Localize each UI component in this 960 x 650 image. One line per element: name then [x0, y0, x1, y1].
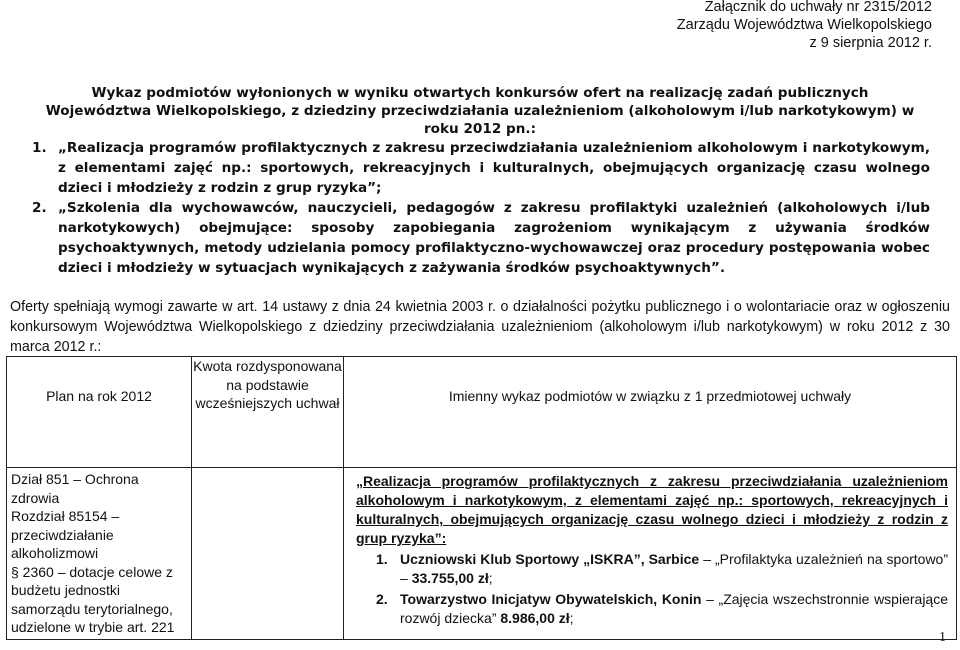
plan-rozdzial: Rozdział 85154 – przeciwdziałanie alkoholizmowi [11, 508, 120, 561]
attachment-line-1: Załącznik do uchwały nr 2315/2012 [704, 0, 932, 15]
plan-cell [7, 468, 192, 640]
task-text: „Szkolenia dla wychowawców, nauczycieli, pedagogów z zakresu profilaktyki uzależnień (alkoholowych i/lub narkotykowych) obejmujące: sposoby zapobiegania zagrożeniom wynikającym z używania środków psychoaktywnych, metody udzielania pomocy profilaktyczno-wychowawczej oraz procedury postępowania wobec dzieci i młodzieży w sytuacjach wynikających z zażywania środków psychoaktywnych”. [58, 200, 930, 276]
task-topic: „Realizacja programów profilaktycznych z zakresu przeciwdziałania uzależnieniom alkoholowym i narkotykowym, z elementami zajęć np.: sportowych, rekreacyjnych i kulturalnych, obejmujących organizację czasu wolnego dzieci i młodzieży z rodzin z grup ryzyka”: [356, 473, 948, 546]
plan-paragraf: § 2360 – dotacje celowe z budżetu jednostki samorządu terytorialnego, udzielone w trybie art. 221 [11, 563, 175, 635]
attachment-header [677, 0, 932, 52]
organization-number: 1. [376, 551, 388, 567]
table-row [7, 468, 957, 640]
task-number: 2. [32, 200, 47, 216]
grant-amount: 8.986,00 zł [500, 610, 570, 626]
task-text: „Realizacja programów profilaktycznych z zakresu przeciwdziałania uzależnieniom alkoholowym i narkotykowym, z elementami zajęć np.: sportowych, rekreacyjnych i kulturalnych, obejmujących organizację czasu wolnego dzieci i młodzieży z rodzin z grup ryzyka”; [58, 140, 930, 196]
entry-end: ; [488, 570, 493, 586]
project-title: – „Profilaktyka uzależnień na sportowo” – [400, 551, 949, 586]
document-title: Wykaz podmiotów wyłonionych w wyniku otwartych konkursów ofert na realizację zadań publicznych Województwa Wielkopolskiego, z dziedziny przeciwdziałania uzależnieniom (alkoholowym i/lub narkotykowym) w roku 2012 pn.: [45, 85, 915, 137]
task-item-1 [32, 138, 930, 198]
organization-entry [356, 590, 948, 628]
kwota-cell [192, 468, 344, 640]
page-number: 1 [939, 630, 946, 645]
header-wykaz: Imienny wykaz podmiotów w związku z 1 przedmiotowej uchwały [344, 357, 957, 468]
allocation-table [6, 356, 957, 640]
task-list [32, 138, 930, 278]
organization-name: Towarzystwo Inicjatyw Obywatelskich, Konin [400, 591, 702, 607]
offers-paragraph: Oferty spełniają wymogi zawarte w art. 14 ustawy z dnia 24 kwietnia 2003 r. o działalności pożytku publicznego i o wolontariacie oraz w ogłoszeniu konkursowym Województwa Wielkopolskiego z dziedziny przeciwdziałania uzależnieniom (alkoholowym i/lub narkotykowym) w roku 2012 z 30 marca 2012 r.: [10, 299, 950, 355]
organization-entry [356, 550, 948, 588]
table-header-row [7, 357, 957, 468]
plan-dzial: Dział 851 – Ochrona zdrowia [11, 471, 139, 506]
project-title: – „Zajęcia wszechstronnie wspierające rozwój dziecka” [400, 591, 948, 626]
task-number: 1. [32, 140, 47, 156]
organization-name: Uczniowski Klub Sportowy „ISKRA”, Sarbice [400, 551, 700, 567]
grant-amount: 33.755,00 zł [411, 570, 489, 586]
organization-number: 2. [376, 591, 388, 607]
entry-end: ; [569, 610, 574, 626]
entities-cell [344, 468, 957, 640]
attachment-line-3: z 9 sierpnia 2012 r. [809, 35, 932, 51]
task-item-2 [32, 198, 930, 278]
attachment-line-2: Zarządu Województwa Wielkopolskiego [676, 17, 932, 33]
header-plan: Plan na rok 2012 [7, 357, 192, 468]
header-kwota: Kwota rozdysponowana na podstawie wcześniejszych uchwał [192, 357, 344, 468]
